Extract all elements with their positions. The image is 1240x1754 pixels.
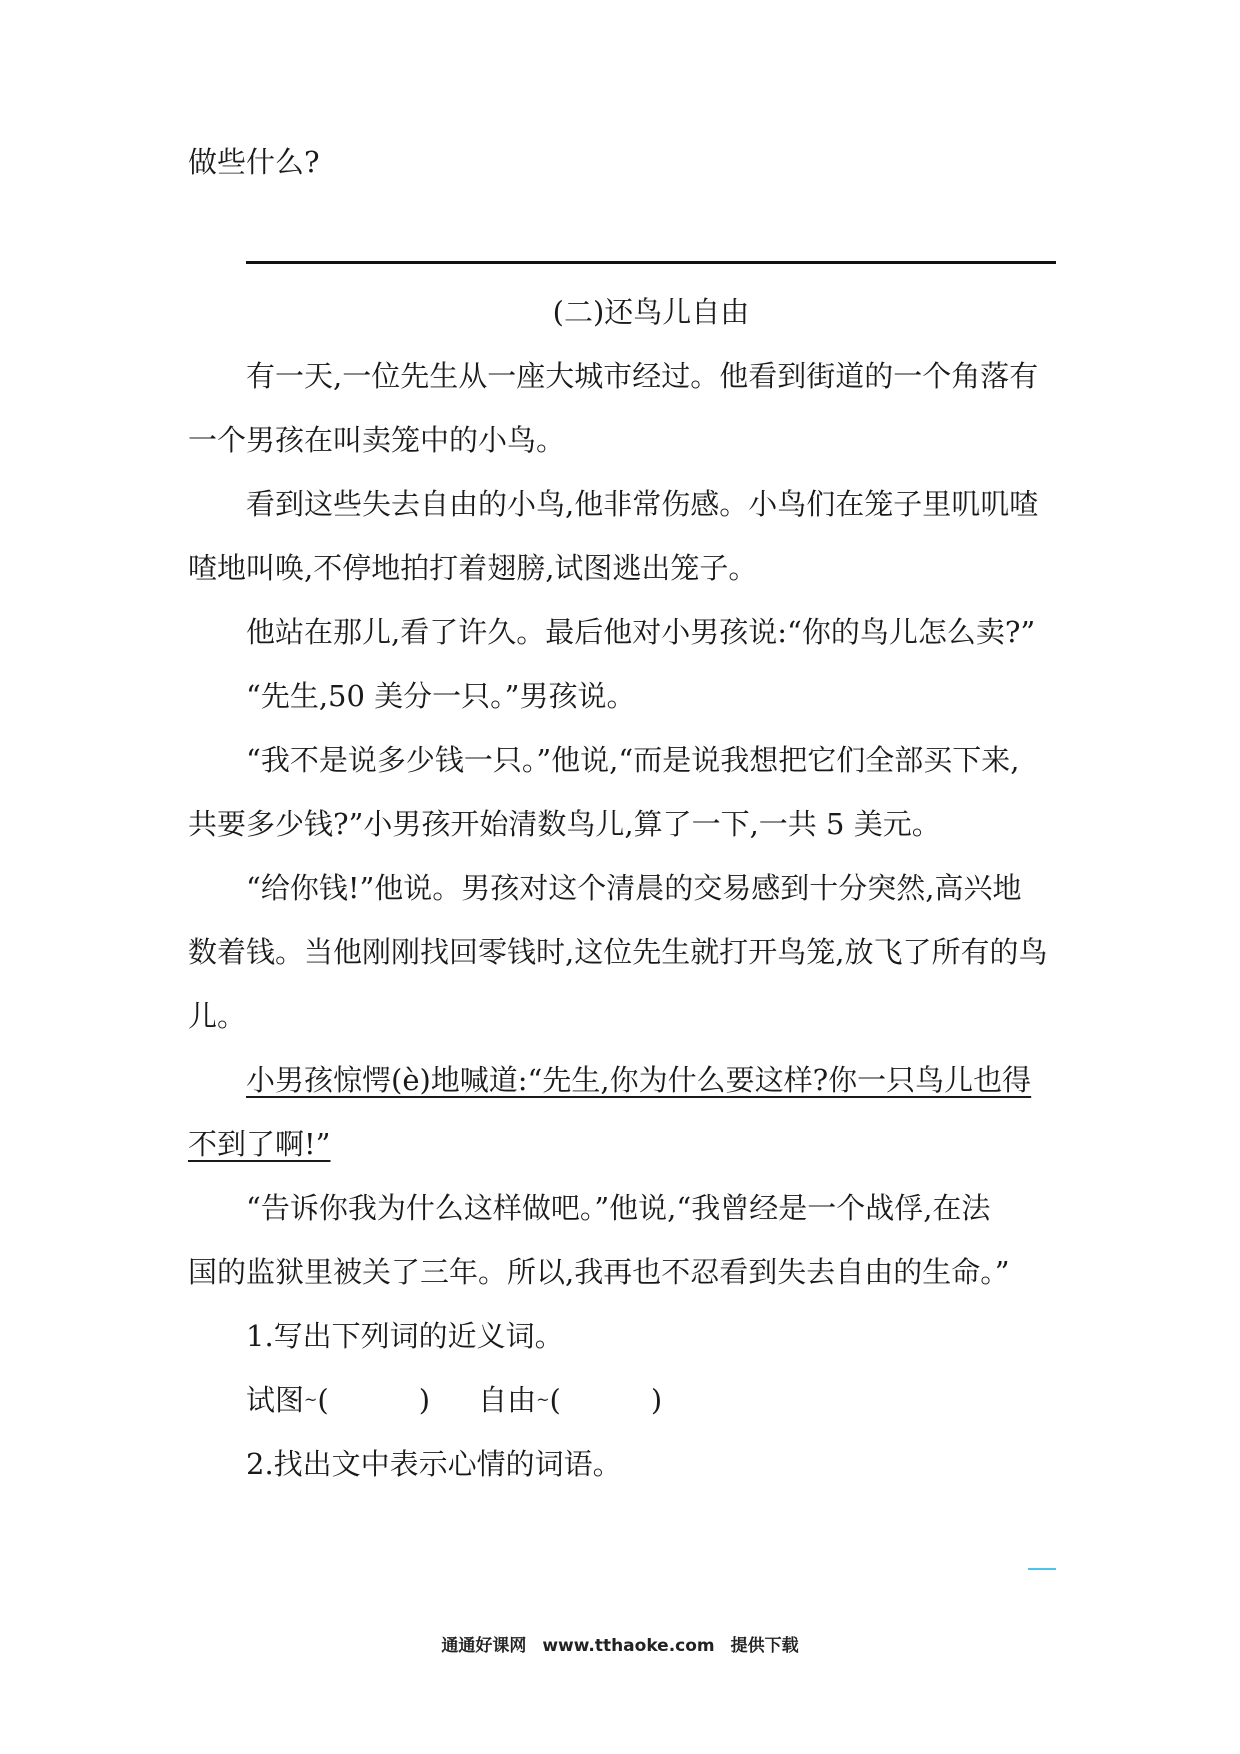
- passage-line: “我不是说多少钱一只。”他说,“而是说我想把它们全部买下来,: [246, 743, 1020, 777]
- underlined-sentence: 不到了啊!”: [188, 1127, 331, 1161]
- paren-open: (: [549, 1383, 561, 1417]
- footer-suffix: 提供下载: [730, 1636, 799, 1656]
- passage-line: “先生,50 美分一只。”男孩说。: [246, 679, 636, 713]
- paren-close: ): [418, 1383, 431, 1417]
- answer-divider-line: [246, 261, 1056, 264]
- paren-open: (: [317, 1383, 329, 1417]
- synonym-fill-line: [246, 1380, 662, 1420]
- passage-line: 看到这些失去自由的小鸟,他非常伤感。小鸟们在笼子里叽叽喳: [246, 487, 1039, 521]
- passage-line: 共要多少钱?”小男孩开始清数鸟儿,算了一下,一共 5 美元。: [188, 807, 941, 841]
- passage-line: 国的监狱里被关了三年。所以,我再也不忍看到失去自由的生命。”: [188, 1255, 1010, 1289]
- passage-line: 有一天,一位先生从一座大城市经过。他看到街道的一个角落有: [246, 359, 1039, 393]
- continuation-line: 做些什么?: [188, 145, 320, 179]
- tilde-mark: ~: [536, 1390, 550, 1409]
- paren-close: ): [650, 1383, 663, 1417]
- underlined-sentence: 小男孩惊愕(è)地喊道:“先生,你为什么要这样?你一只鸟儿也得: [246, 1063, 1032, 1097]
- synonym-word-1: 试图: [246, 1383, 305, 1417]
- passage-line: 喳地叫唤,不停地拍打着翅膀,试图逃出笼子。: [188, 551, 758, 585]
- footer-site-name: 通通好课网: [441, 1636, 527, 1656]
- passage-line: “告诉你我为什么这样做吧。”他说,“我曾经是一个战俘,在法: [246, 1191, 991, 1225]
- section-title-text: (二)还鸟儿自由: [552, 295, 750, 329]
- synonym-word-2: 自由: [478, 1383, 537, 1417]
- corner-mark: [1028, 1568, 1056, 1570]
- passage-line: 一个男孩在叫卖笼中的小鸟。: [188, 423, 566, 457]
- question-1: 1.写出下列词的近义词。: [246, 1319, 564, 1353]
- footer-url-link[interactable]: www.tthaoke.com: [542, 1636, 715, 1656]
- page-footer: [0, 1634, 1240, 1658]
- passage-line: 他站在那儿,看了许久。最后他对小男孩说:“你的鸟儿怎么卖?”: [246, 615, 1036, 649]
- section-title: [0, 292, 1240, 332]
- passage-line: 儿。: [188, 999, 247, 1033]
- passage-line: 数着钱。当他刚刚找回零钱时,这位先生就打开鸟笼,放飞了所有的鸟: [188, 935, 1048, 969]
- question-2: 2.找出文中表示心情的词语。: [246, 1447, 622, 1481]
- tilde-mark: ~: [304, 1390, 318, 1409]
- passage-line: “给你钱!”他说。男孩对这个清晨的交易感到十分突然,高兴地: [246, 871, 1022, 905]
